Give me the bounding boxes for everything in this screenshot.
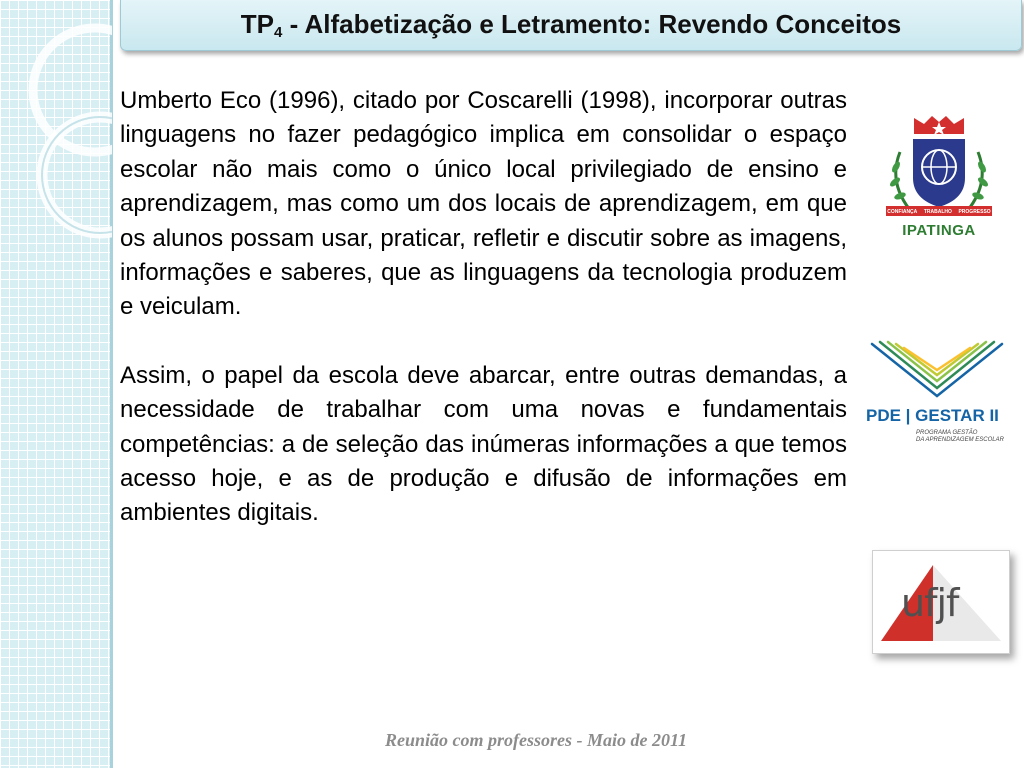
slide-body [120,84,847,531]
pde-subtitle-line-1: PROGRAMA GESTÃO [916,430,978,436]
ribbon-word-2: TRABALHO [923,209,952,215]
decorative-arcs [0,0,112,260]
ipatinga-ribbon [884,209,994,215]
ipatinga-caption: IPATINGA [902,222,976,239]
pde-label: PDE | GESTAR II [866,406,999,425]
slide-title-bar [120,0,1022,51]
slide-footer: Reunião com professores - Maio de 2011 [384,730,687,750]
body-paragraph-2: Assim, o papel da escola deve abarcar, entre outras demandas, a necessidade de trabalhar com uma novas e fundamentais competências: a de seleção das inúmeras informações a que temos acesso hoje, e as de produção e difusão de informações em ambientes digitais. [120,361,847,527]
city-coat-of-arms-icon [880,112,998,222]
ribbon-word-1: CONFIANÇA [887,209,918,215]
slide-title [121,9,1021,41]
pde-gestar-logo [862,338,1012,456]
ufjf-wordmark: ufjf [901,581,959,625]
ribbon-word-3: PROGRESSO [958,209,991,215]
title-subscript: 4 [274,24,283,41]
pde-subtitle [916,430,1006,444]
body-paragraph-1: Umberto Eco (1996), citado por Coscarelli (1998), incorporar outras linguagens no fazer pedagógico implica em consolidar o espaço escolar não mais como o único local privilegiado de ensino e aprendizagem, mas como um dos locais de aprendizagem, em que os alunos possam usar, praticar, refletir e discutir sobre as imagens, informações e saberes, que as linguagens da tecnologia produzem e veiculam. [120,87,847,321]
ufjf-logo [872,550,1010,654]
pde-subtitle-line-2: DA APRENDIZAGEM ESCOLAR [916,437,1004,443]
ipatinga-logo [880,112,998,242]
open-book-chevrons-icon [862,338,1012,404]
title-rest: - Alfabetização e Letramento: Revendo Conceitos [282,9,902,39]
title-prefix: TP [240,9,275,39]
